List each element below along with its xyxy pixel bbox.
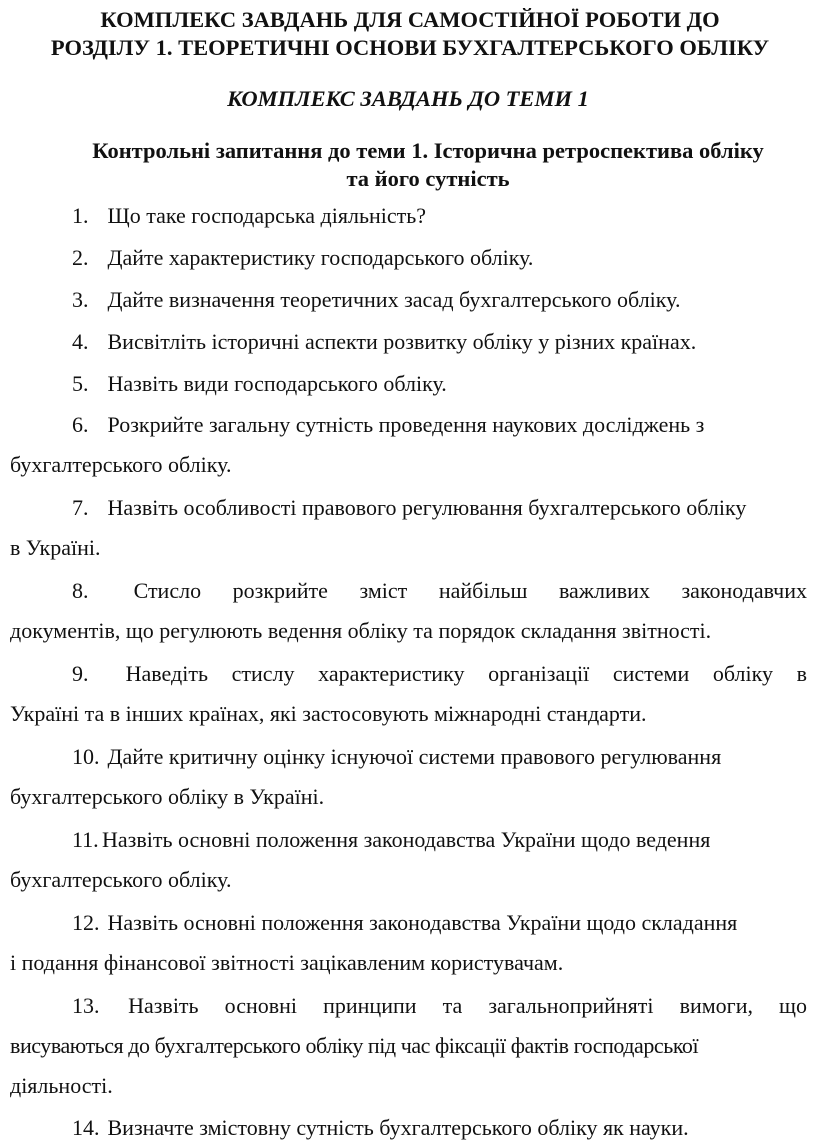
question-text-continuation: бухгалтерського обліку. — [10, 452, 232, 477]
question-text-continuation: документів, що регулюють ведення обліку та порядок складання звітності. — [10, 618, 712, 643]
question-text: Назвіть основні принципи та загальноприйняті вимоги, що — [128, 993, 807, 1018]
question-item — [10, 654, 807, 734]
question-item — [10, 196, 807, 236]
question-text-continuation: бухгалтерського обліку. — [10, 867, 232, 892]
question-number: 6. — [72, 412, 89, 437]
questions-title-line-2: та його сутність — [346, 166, 510, 191]
question-number: 14. — [72, 1115, 100, 1140]
questions-title-line-1: Контрольні запитання до теми 1. Історична ретроспектива обліку — [92, 138, 764, 163]
question-text-continuation: і подання фінансової звітності зацікавленим користувачам. — [10, 950, 564, 975]
question-text: Що таке господарська діяльність? — [107, 203, 427, 228]
question-text: Назвіть види господарського обліку. — [107, 371, 447, 396]
question-number: 2. — [72, 245, 89, 270]
question-text: Дайте характеристику господарського обліку. — [107, 245, 534, 270]
question-number: 1. — [72, 203, 89, 228]
question-number: 13. — [72, 993, 100, 1018]
question-text-continuation: бухгалтерського обліку в Україні. — [10, 784, 325, 809]
heading-line-2: РОЗДІЛУ 1. ТЕОРЕТИЧНІ ОСНОВИ БУХГАЛТЕРСЬКОГО ОБЛІКУ — [50, 35, 770, 60]
question-number: 4. — [72, 329, 89, 354]
question-item — [10, 280, 807, 320]
question-number: 3. — [72, 287, 89, 312]
question-text-continuation: Україні та в інших країнах, які застосовують міжнародні стандарти. — [10, 701, 647, 726]
heading-line-1: КОМПЛЕКС ЗАВДАНЬ ДЛЯ САМОСТІЙНОЇ РОБОТИ ДО — [100, 7, 720, 32]
question-number: 12. — [72, 910, 100, 935]
question-item — [10, 364, 807, 404]
question-text-continuation: висуваються до бухгалтерського обліку під час фіксації фактів господарської — [10, 1033, 699, 1058]
question-text: Висвітліть історичні аспекти розвитку обліку у різних країнах. — [107, 329, 697, 354]
question-item — [10, 820, 807, 900]
question-text: Наведіть стислу характеристику організації системи обліку в — [125, 661, 808, 686]
question-number: 10. — [72, 744, 100, 769]
question-text: Назвіть особливості правового регулювання бухгалтерського обліку — [107, 495, 747, 520]
question-item — [10, 322, 807, 362]
question-item — [10, 1108, 807, 1148]
question-item — [10, 405, 807, 485]
questions-title — [40, 137, 816, 193]
question-text-continuation: діяльності. — [10, 1073, 113, 1098]
question-text: Дайте критичну оцінку існуючої системи правового регулювання — [107, 744, 722, 769]
question-item — [10, 986, 807, 1106]
question-number: 11. — [72, 827, 99, 852]
question-number: 9. — [72, 661, 89, 686]
question-item — [10, 903, 807, 983]
question-text-continuation: в Україні. — [10, 535, 101, 560]
question-number: 5. — [72, 371, 89, 396]
question-text: Назвіть основні положення законодавства України щодо складання — [107, 910, 738, 935]
question-item — [10, 571, 807, 651]
question-item — [10, 238, 807, 278]
question-number: 8. — [72, 578, 89, 603]
question-text: Стисло розкрийте зміст найбільш важливих законодавчих — [133, 578, 808, 603]
subheading: КОМПЛЕКС ЗАВДАНЬ ДО ТЕМИ 1 — [227, 86, 589, 111]
question-item — [10, 737, 807, 817]
question-text: Дайте визначення теоретичних засад бухгалтерського обліку. — [107, 287, 681, 312]
question-number: 7. — [72, 495, 89, 520]
question-text: Назвіть основні положення законодавства України щодо ведення — [102, 827, 711, 852]
question-text: Розкрийте загальну сутність проведення наукових досліджень з — [107, 412, 705, 437]
question-item — [10, 488, 807, 568]
question-text: Визначте змістовну сутність бухгалтерського обліку як науки. — [107, 1115, 689, 1140]
